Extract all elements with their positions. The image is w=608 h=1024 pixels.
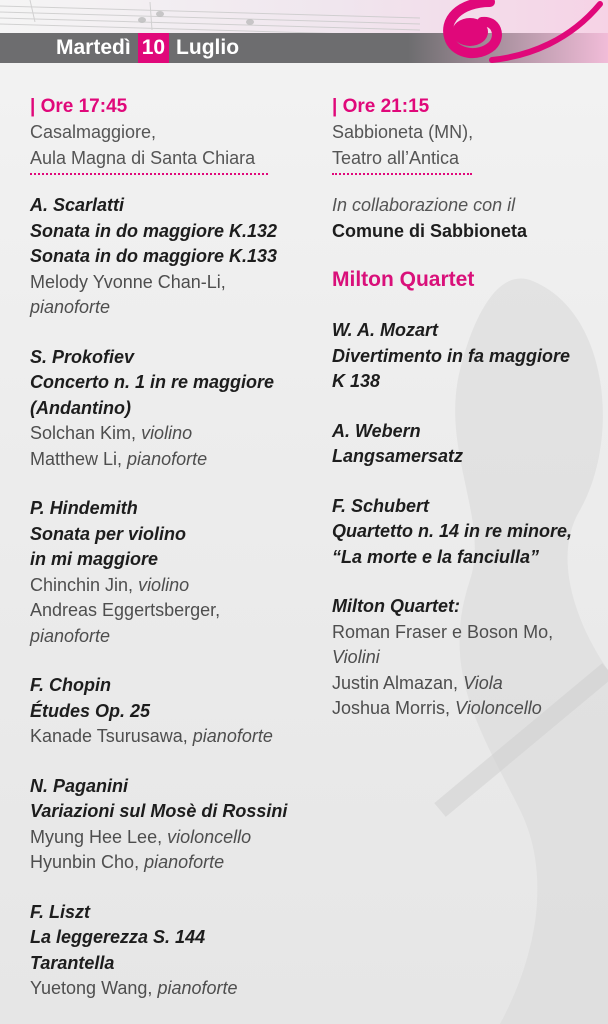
- dotted-divider: [332, 171, 472, 175]
- work-title: Sonata in do maggiore K.133: [30, 246, 278, 266]
- composer-name: A. Scarlatti: [30, 195, 125, 215]
- work-title: K 138: [332, 371, 381, 391]
- performer-line: Roman Fraser e Boson Mo,: [332, 621, 554, 642]
- performer-line: Chinchin Jin, violino: [30, 574, 190, 595]
- work-title: Sonata per violino: [30, 523, 187, 544]
- date-heading: [56, 33, 239, 63]
- performer-line: Violini: [332, 647, 380, 667]
- month-label: Luglio: [176, 36, 240, 59]
- work-title: Sonata in do maggiore K.132: [30, 220, 278, 241]
- performer-line: Hyunbin Cho, pianoforte: [30, 852, 225, 872]
- venue-line: Sabbioneta (MN),: [332, 122, 474, 142]
- performer-line: Andreas Eggertsberger,: [30, 600, 221, 620]
- dotted-divider: [30, 171, 268, 175]
- work-title: (Andantino): [30, 397, 131, 418]
- work-title: Études Op. 25: [30, 700, 151, 721]
- program-item: [332, 494, 602, 571]
- collaboration-partner: Comune di Sabbioneta: [332, 220, 528, 241]
- work-title: Langsamersatz: [332, 446, 464, 466]
- work-title: Concerto n. 1 in re maggiore: [30, 372, 275, 392]
- program-item: [30, 673, 320, 750]
- program-item: [30, 774, 320, 876]
- composer-name: F. Chopin: [30, 675, 111, 695]
- venue-line: Teatro all’Antica: [332, 147, 460, 168]
- performer-line: Yuetong Wang, pianoforte: [30, 978, 238, 998]
- composer-name: N. Paganini: [30, 775, 129, 796]
- work-title: in mi maggiore: [30, 549, 159, 569]
- venue-line: Aula Magna di Santa Chiara: [30, 147, 256, 168]
- day-number-badge: 10: [138, 33, 169, 63]
- work-title: La leggerezza S. 144: [30, 927, 206, 947]
- weekday-label: Martedì: [56, 36, 131, 59]
- performer-line: Matthew Li, pianoforte: [30, 448, 208, 469]
- program-item: [30, 193, 320, 321]
- performer-line: Joshua Morris, Violoncello: [332, 698, 542, 718]
- composer-name: W. A. Mozart: [332, 320, 438, 340]
- program-item: [30, 900, 320, 1002]
- program-item: [30, 496, 320, 649]
- performer-line: Melody Yvonne Chan-Li,: [30, 271, 226, 292]
- composer-name: A. Webern: [332, 420, 421, 441]
- venue-line: Casalmaggiore,: [30, 122, 157, 142]
- work-title: Divertimento in fa maggiore: [332, 345, 571, 366]
- concert-time: | Ore 17:45: [30, 96, 128, 117]
- composer-name: S. Prokofiev: [30, 346, 135, 367]
- ensemble-members: [332, 594, 602, 722]
- members-heading: Milton Quartet:: [332, 596, 460, 616]
- collaboration-note: In collaborazione con il: [332, 195, 516, 215]
- evening-concert-column: [332, 94, 602, 746]
- ensemble-title: Milton Quartet: [332, 268, 475, 291]
- program-item: [30, 345, 320, 473]
- composer-name: P. Hindemith: [30, 498, 138, 518]
- work-title: Variazioni sul Mosè di Rossini: [30, 801, 288, 821]
- performer-line: pianoforte: [30, 297, 111, 317]
- performer-line: Solchan Kim, violino: [30, 423, 193, 443]
- composer-name: F. Liszt: [30, 901, 91, 922]
- concert-time: | Ore 21:15: [332, 96, 430, 117]
- performer-line: Justin Almazan, Viola: [332, 672, 503, 693]
- performer-line: Myung Hee Lee, violoncello: [30, 826, 252, 847]
- treble-clef-icon: [430, 0, 608, 70]
- program-item: [332, 318, 602, 395]
- work-title: Quartetto n. 14 in re minore,: [332, 521, 573, 541]
- work-title: Tarantella: [30, 952, 115, 973]
- afternoon-concert-column: [30, 94, 320, 1024]
- performer-line: pianoforte: [30, 625, 111, 646]
- program-item: [332, 419, 602, 470]
- work-title: “La morte e la fanciulla”: [332, 546, 540, 567]
- performer-line: Kanade Tsurusawa, pianoforte: [30, 726, 273, 746]
- composer-name: F. Schubert: [332, 495, 430, 516]
